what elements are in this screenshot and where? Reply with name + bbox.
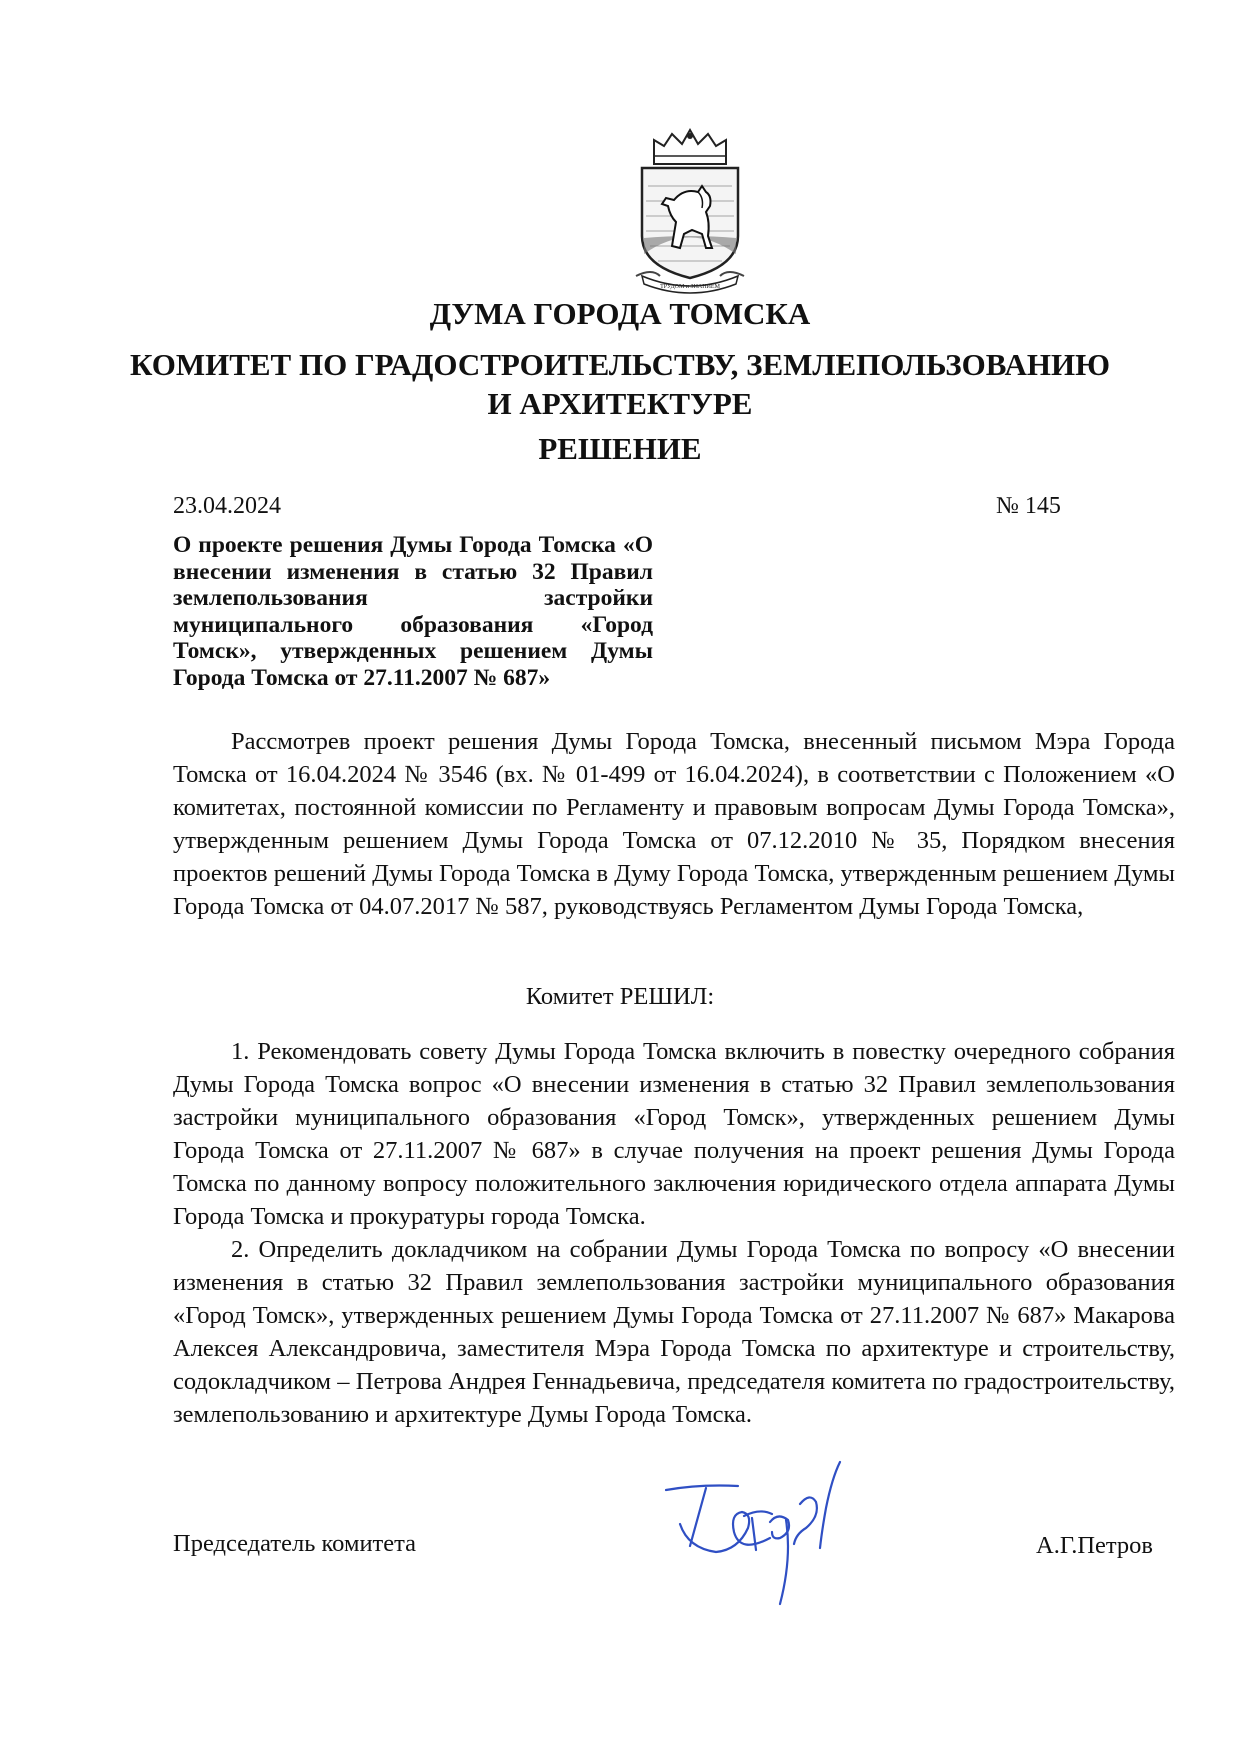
document-type: РЕШЕНИЕ bbox=[538, 431, 702, 466]
document-number: № 145 bbox=[996, 493, 1061, 519]
committee-title bbox=[0, 345, 1240, 423]
resolved-heading: Комитет РЕШИЛ: bbox=[525, 983, 715, 1010]
decision-item: 2. Определить докладчиком на собрании Думы Города Томска по вопросу «О внесении изменения в статью 32 Правил землепользования застройки муниципального образования «Город Томск», утвержденных решением Думы Города Томска от 27.11.2007 № 687» Макарова Алексея Александровича, заместителя Мэра Города Томска по архитектуре и строительству, содокладчиком – Петрова Андрея Геннадьевича, председателя комитета по градостроительству, землепользованию и архитектуре Думы Города Томска. bbox=[173, 1236, 1175, 1428]
committee-title-line2: И АРХИТЕКТУРЕ bbox=[487, 386, 753, 421]
document-subject: О проекте решения Думы Города Томска «О внесении изменения в статью 32 Правил землепользования застройки муниципального образования «Город Томск», утвержденных решением Думы Города Томска от 27.11.2007 № 687» bbox=[173, 532, 653, 691]
decision-item: 1. Рекомендовать совету Думы Города Томска включить в повестку очередного собрания Думы Города Томска вопрос «О внесении изменения в статью 32 Правил землепользования застройки муниципального образования «Город Томск», утвержденных решением Думы Города Томска от 27.11.2007 № 687» в случае получения на проект решения Думы Города Томска по данному вопросу положительного заключения юридического отдела аппарата Думы Города Томска и прокуратуры города Томска. bbox=[173, 1038, 1175, 1230]
preamble-text: Рассмотрев проект решения Думы Города Томска, внесенный письмом Мэра Города Томска от 16.04.2024 № 3546 (вх. № 01-499 от 16.04.2024), в соответствии с Положением «О комитетах, постоянной комиссии по Регламенту и правовым вопросам Думы Города Томска», утвержденным решением Думы Города Томска от 07.12.2010 № 35, Порядком внесения проектов решений Думы Города Томска в Думу Города Томска, утвержденным решением Думы Города Томска от 04.07.2017 № 587, руководствуясь Регламентом Думы Города Томска, bbox=[173, 728, 1175, 920]
organization-title: ДУМА ГОРОДА ТОМСКА bbox=[429, 296, 811, 331]
handwritten-signature-icon bbox=[660, 1458, 890, 1608]
signatory-name: А.Г.Петров bbox=[1036, 1532, 1153, 1559]
emblem-motto: ТРУДОМ и ЗНАНИЕМ bbox=[660, 284, 720, 290]
signatory-title: Председатель комитета bbox=[173, 1530, 417, 1557]
preamble bbox=[173, 725, 1175, 923]
tomsk-coat-of-arms-icon bbox=[632, 126, 748, 296]
document-date: 23.04.2024 bbox=[173, 493, 281, 519]
committee-title-line1: КОМИТЕТ ПО ГРАДОСТРОИТЕЛЬСТВУ, ЗЕМЛЕПОЛЬЗОВАНИЮ bbox=[130, 347, 1110, 382]
decision-items bbox=[173, 1035, 1175, 1431]
